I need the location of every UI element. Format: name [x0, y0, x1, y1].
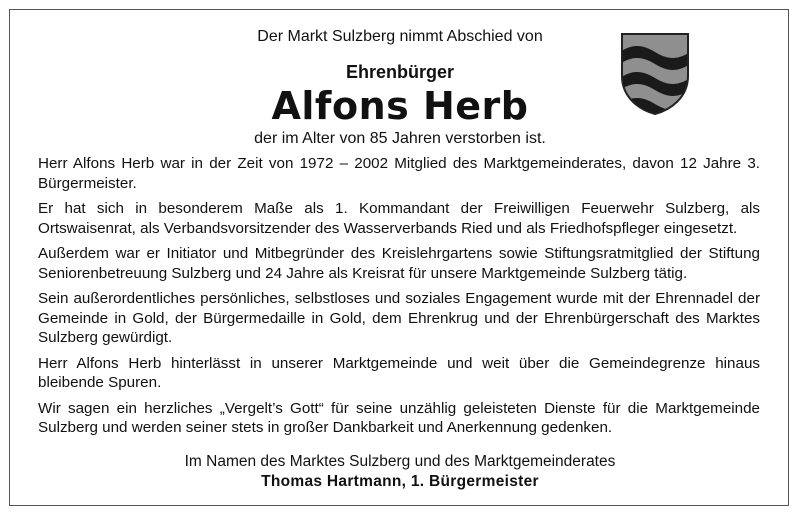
signer-line: Thomas Hartmann, 1. Bürgermeister: [261, 473, 539, 490]
body-paragraph: Herr Alfons Herb hinterlässt in unserer Marktgemeinde und weit über die Gemeindegrenze hinaus bleibende Spuren.: [38, 354, 760, 391]
honorific-title: Ehrenbürger: [345, 62, 455, 82]
age-line: der im Alter von 85 Jahren verstorben ist.: [254, 130, 546, 147]
notice-body: [38, 154, 760, 444]
deceased-name: Alfons Herb: [271, 84, 529, 128]
body-paragraph: Er hat sich in besonderem Maße als 1. Kommandant der Freiwilligen Feuerwehr Sulzberg, als Ortswaisenrat, als Verbandsvorsitzender des Wasserverbands Ried und als Friedhofspfleger eingesetzt.: [38, 200, 760, 237]
body-paragraph: Herr Alfons Herb war in der Zeit von 1972 – 2002 Mitglied des Marktgemeinderates, davon 12 Jahre 3. Bürgermeister.: [38, 155, 760, 192]
intro-line: Der Markt Sulzberg nimmt Abschied von: [257, 28, 543, 45]
body-paragraph: Sein außerordentliches persönliches, selbstloses und soziales Engagement wurde mit der Ehrennadel der Gemeinde in Gold, der Bürgermedaille in Gold, dem Ehrenkrug und der Ehrenbürgerschaft des Marktes Sulzberg gewürdigt.: [38, 290, 760, 346]
on-behalf-line: Im Namen des Marktes Sulzberg und des Marktgemeinderates: [184, 453, 616, 470]
notice-footer: [0, 452, 800, 492]
body-paragraph: Außerdem war er Initiator und Mitbegründer des Kreislehrgartens sowie Stiftungsratmitglied der Stiftung Seniorenbetreuung Sulzberg und 24 Jahre als Kreisrat für unsere Marktgemeinde Sulzberg tätig.: [38, 245, 760, 282]
body-paragraph: Wir sagen ein herzliches „Vergelt’s Gott“ für seine unzählig geleisteten Dienste für die Marktgemeinde Sulzberg und werden seiner stets in großer Dankbarkeit und Anerkennung gedenken.: [38, 399, 760, 436]
notice-header: [0, 27, 800, 149]
